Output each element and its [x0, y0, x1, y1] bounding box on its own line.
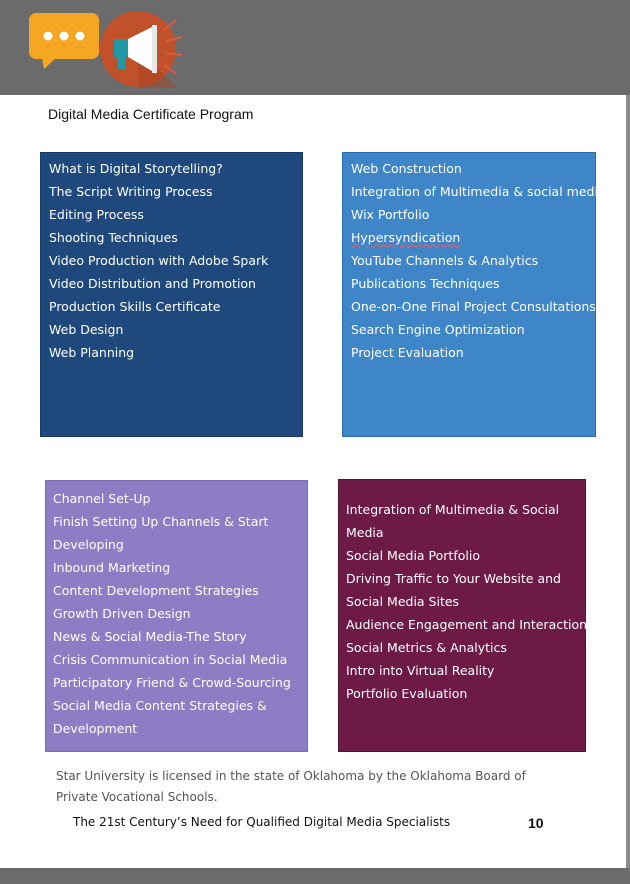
list-item: Video Distribution and Promotion	[49, 276, 256, 291]
list-item: Channel Set-Up	[53, 491, 151, 506]
course-box-web	[342, 152, 606, 437]
list-item: Intro into Virtual Reality	[346, 663, 495, 678]
licensing-notice: Star University is licensed in the state of Oklahoma by the Oklahoma Board of Private Vocational Schools.	[56, 769, 526, 804]
list-item: Finish Setting Up Channels & Start Developing	[53, 514, 269, 552]
list-item: Publications Techniques	[351, 276, 500, 291]
course-box-storytelling	[40, 152, 303, 437]
list-item: The Script Writing Process	[49, 184, 213, 199]
course-box-channels	[45, 480, 308, 752]
list-item: Shooting Techniques	[49, 230, 178, 245]
list-item: Portfolio Evaluation	[346, 686, 468, 701]
course-box-social-media	[338, 479, 586, 752]
megaphone-icon	[98, 8, 198, 90]
footer-title: The 21st Century’s Need for Qualified Digital Media Specialists	[73, 815, 451, 829]
list-item: Participatory Friend & Crowd-Sourcing	[53, 675, 291, 690]
page-title: Digital Media Certificate Program	[48, 106, 254, 122]
list-item: Integration of Multimedia & social media	[351, 184, 606, 199]
list-item: Search Engine Optimization	[351, 322, 525, 337]
chat-bubble-icon	[28, 12, 100, 70]
list-item: YouTube Channels & Analytics	[351, 253, 539, 268]
list-item: Driving Traffic to Your Website and Social Media Sites	[346, 571, 561, 609]
list-item: Production Skills Certificate	[49, 299, 221, 314]
list-item: One-on-One Final Project Consultations	[351, 299, 596, 314]
list-item: Video Production with Adobe Spark	[49, 253, 269, 268]
list-item: Audience Engagement and Interaction	[346, 617, 588, 632]
hypersyndication-term: Hypersyndication	[351, 230, 461, 245]
page-number: 10	[528, 815, 544, 831]
list-item: Integration of Multimedia & Social Media	[346, 502, 560, 540]
list-item: Inbound Marketing	[53, 560, 171, 575]
list-item	[351, 226, 587, 249]
list-item: Web Design	[49, 322, 124, 337]
list-item: Growth Driven Design	[53, 606, 191, 621]
page-edge	[626, 95, 630, 868]
list-item: News & Social Media-The Story	[53, 629, 247, 644]
list-item: Social Media Portfolio	[346, 548, 480, 563]
list-item: What is Digital Storytelling?	[49, 161, 223, 176]
list-item: Social Media Content Strategies & Development	[53, 698, 267, 736]
list-item: Social Metrics & Analytics	[346, 640, 507, 655]
list-item: Web Construction	[351, 161, 462, 176]
list-item: Project Evaluation	[351, 345, 464, 360]
list-item: Editing Process	[49, 207, 144, 222]
list-item: Content Development Strategies	[53, 583, 259, 598]
footer-bar	[0, 868, 630, 884]
list-item: Web Planning	[49, 345, 135, 360]
list-item: Wix Portfolio	[351, 207, 430, 222]
list-item: Crisis Communication in Social Media	[53, 652, 288, 667]
